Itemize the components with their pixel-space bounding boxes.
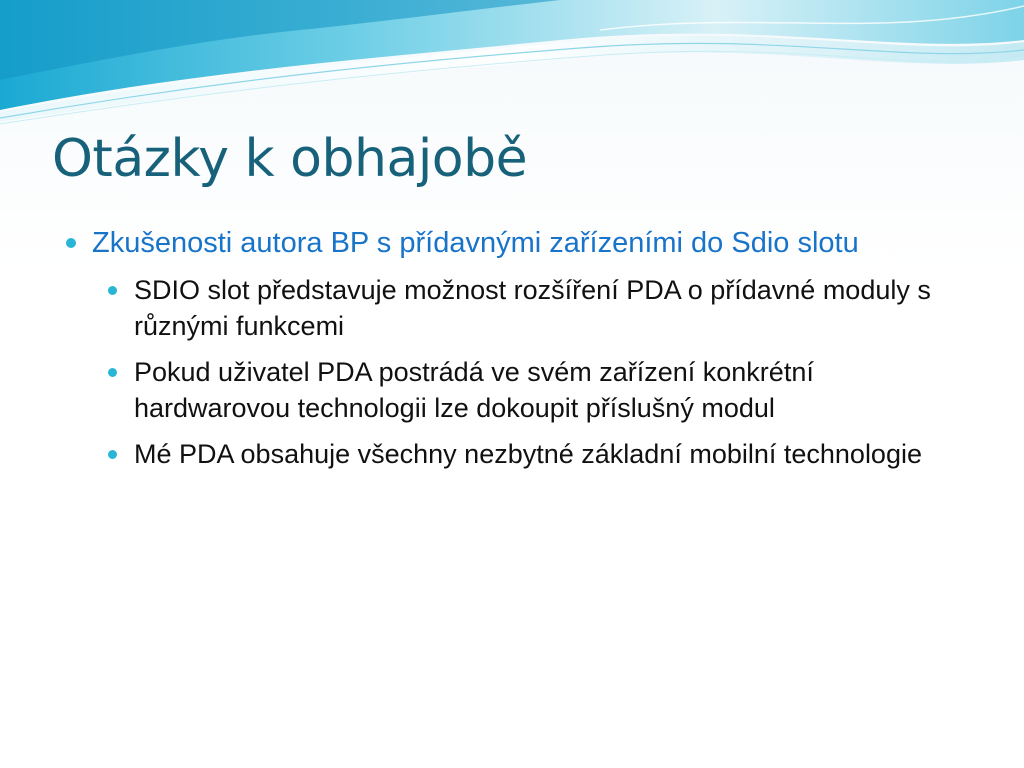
bullet-dot-icon	[108, 450, 117, 459]
bullet-level2-item	[134, 436, 964, 472]
bullet-level1-text: Zkušenosti autora BP s přídavnými zařízeními do Sdio slotu	[92, 227, 859, 259]
wave-header-decoration	[0, 0, 1024, 130]
bullet-list	[60, 224, 960, 482]
bullet-level2-text: Pokud uživatel PDA postrádá ve svém zařízení konkrétní hardwarovou technologii lze dokoupit příslušný modul	[134, 357, 814, 423]
bullet-level2-item	[134, 272, 964, 344]
bullet-level2-item	[134, 354, 964, 426]
bullet-level1-item	[60, 224, 960, 262]
bullet-level2-text: Mé PDA obsahuje všechny nezbytné základní mobilní technologie	[134, 439, 922, 469]
bullet-dot-icon	[108, 368, 117, 377]
slide-title: Otázky k obhajobě	[52, 129, 528, 189]
bullet-level2-text: SDIO slot představuje možnost rozšíření PDA o přídavné moduly s různými funkcemi	[134, 275, 931, 341]
bullet-dot-icon	[108, 286, 117, 295]
bullet-dot-icon	[66, 238, 76, 248]
